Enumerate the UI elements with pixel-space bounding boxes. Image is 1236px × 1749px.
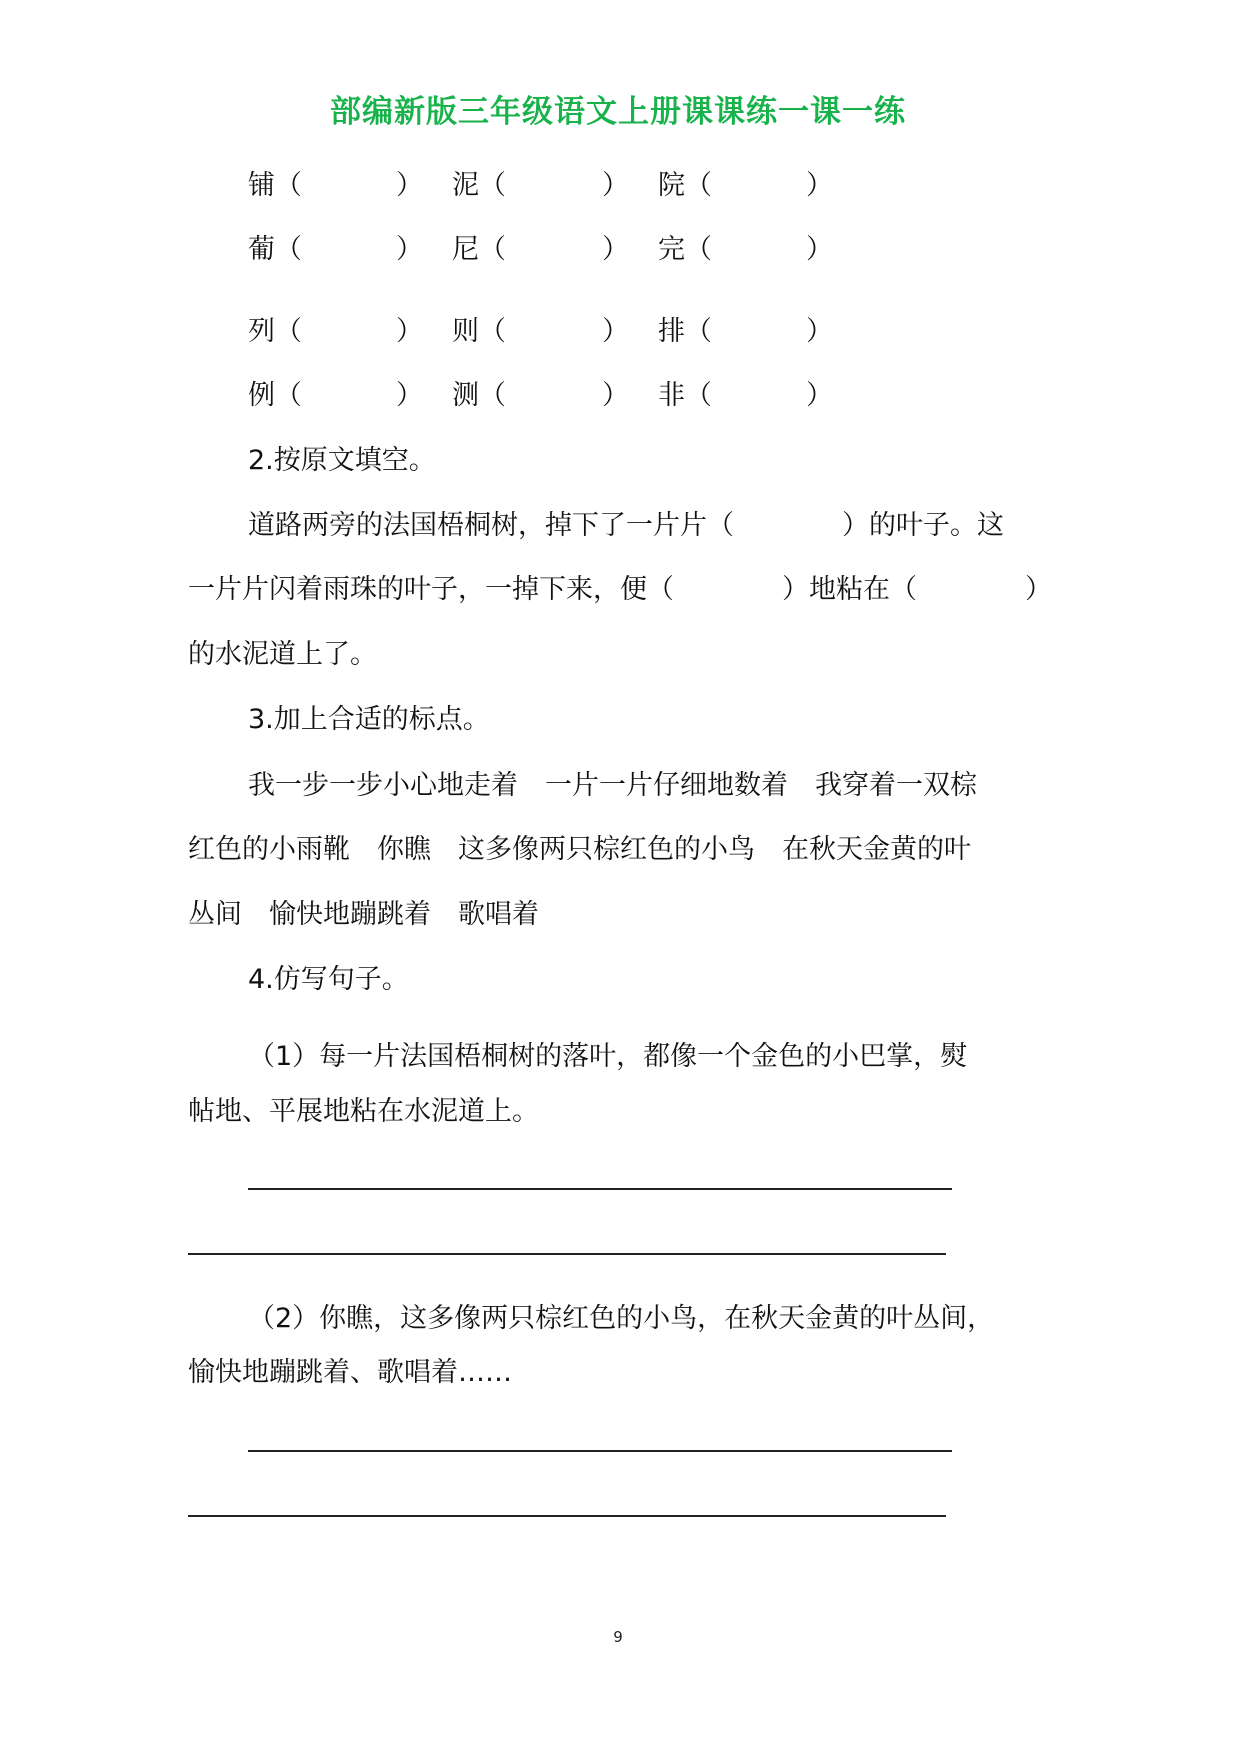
answer-line[interactable] xyxy=(248,1188,952,1190)
question-4-item-1-line: 帖地、平展地粘在水泥道上。 xyxy=(188,1096,539,1127)
char-cell-close: ） xyxy=(602,380,629,411)
char-cell-close: ） xyxy=(806,170,833,201)
question-3-text-line: 丛间 愉快地蹦跳着 歌唱着 xyxy=(188,899,539,930)
char-cell: 铺（ xyxy=(248,170,302,201)
question-4-item-1-line: （1）每一片法国梧桐树的落叶，都像一个金色的小巴掌，熨 xyxy=(248,1041,968,1072)
char-cell-close: ） xyxy=(806,316,833,347)
char-cell-close: ） xyxy=(602,234,629,265)
char-cell-close: ） xyxy=(806,234,833,265)
char-cell: 排（ xyxy=(658,316,712,347)
page-number: 9 xyxy=(613,1628,623,1646)
char-grid-row xyxy=(248,314,1048,350)
question-3-heading: 3.加上合适的标点。 xyxy=(248,704,490,735)
page-title: 部编新版三年级语文上册课课练一课一练 xyxy=(330,94,906,130)
question-4-heading: 4.仿写句子。 xyxy=(248,964,409,995)
char-cell-close: ） xyxy=(602,316,629,347)
question-4-item-2-line: （2）你瞧，这多像两只棕红色的小鸟，在秋天金黄的叶丛间， xyxy=(248,1303,995,1334)
char-cell: 葡（ xyxy=(248,234,302,265)
question-4-item-2-line: 愉快地蹦跳着、歌唱着…… xyxy=(188,1357,512,1388)
char-cell-close: ） xyxy=(602,170,629,201)
answer-line[interactable] xyxy=(188,1515,946,1517)
char-cell: 尼（ xyxy=(452,234,506,265)
char-cell: 非（ xyxy=(658,380,712,411)
char-cell: 完（ xyxy=(658,234,712,265)
question-3-text-line: 我一步一步小心地走着 一片一片仔细地数着 我穿着一双棕 xyxy=(248,770,977,801)
question-2-text-line: 一片片闪着雨珠的叶子，一掉下来，便（ ）地粘在（ ） xyxy=(188,574,1052,605)
char-cell-close: ） xyxy=(396,170,423,201)
char-cell: 院（ xyxy=(658,170,712,201)
char-grid-row xyxy=(248,168,1048,204)
question-2-heading: 2.按原文填空。 xyxy=(248,445,436,476)
char-cell: 则（ xyxy=(452,316,506,347)
char-cell: 列（ xyxy=(248,316,302,347)
answer-line[interactable] xyxy=(188,1253,946,1255)
char-cell: 例（ xyxy=(248,380,302,411)
char-grid-row xyxy=(248,378,1048,414)
question-3-text-line: 红色的小雨靴 你瞧 这多像两只棕红色的小鸟 在秋天金黄的叶 xyxy=(188,834,971,865)
answer-line[interactable] xyxy=(248,1450,952,1452)
question-2-text-line: 的水泥道上了。 xyxy=(188,639,377,670)
char-cell: 泥（ xyxy=(452,170,506,201)
char-cell-close: ） xyxy=(396,380,423,411)
char-cell: 测（ xyxy=(452,380,506,411)
question-2-text-line: 道路两旁的法国梧桐树，掉下了一片片（ ）的叶子。这 xyxy=(248,510,1004,541)
char-cell-close: ） xyxy=(396,316,423,347)
char-cell-close: ） xyxy=(806,380,833,411)
char-cell-close: ） xyxy=(396,234,423,265)
char-grid-row xyxy=(248,232,1048,268)
